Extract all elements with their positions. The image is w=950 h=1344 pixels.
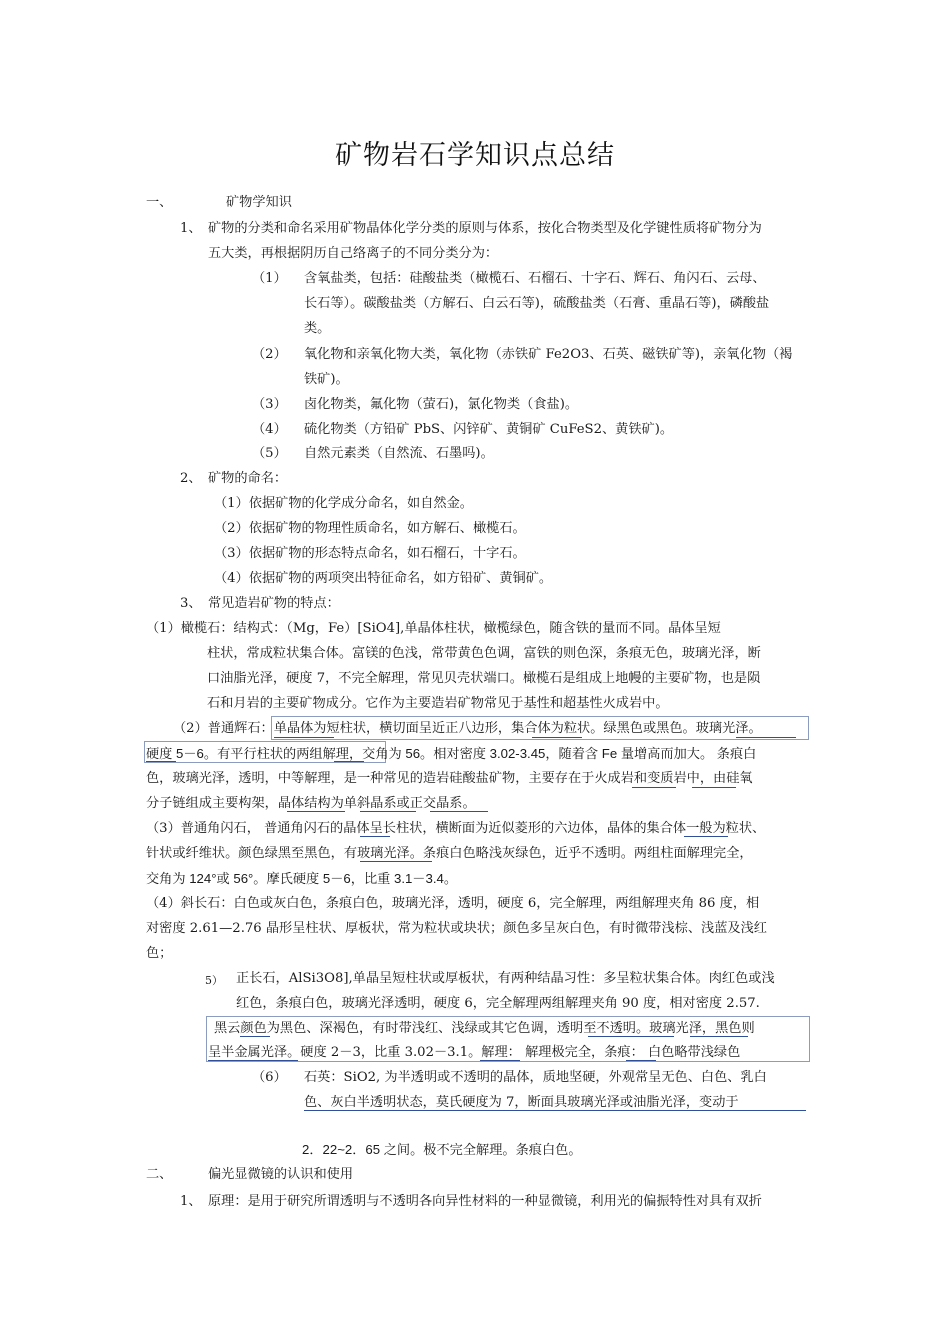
item-number: 5） (205, 974, 223, 987)
sub-item-line: 氧化物和亲氧化物大类，氧化物（赤铁矿 Fe2O3、石英、磁铁矿等)，亲氧化物（褐 (304, 347, 793, 362)
item-number: 1、 (180, 1194, 202, 1209)
pyroxene-line: （2）普通辉石：单晶体为短柱状，横切面呈近正八边形，集合体为粒状。绿黑色或黑色。玻璃光泽。 (173, 721, 762, 736)
underline-mark (690, 1036, 748, 1037)
underline-mark (532, 737, 582, 738)
underline-mark (582, 1110, 668, 1111)
sub-item-number: （2） (252, 347, 287, 362)
item-number: 3、 (180, 596, 202, 611)
sub-item-line: 铁矿)。 (304, 372, 349, 387)
item-title: 矿物的命名： (208, 471, 288, 486)
paragraph-line: 五大类，再根据阴历自己络离子的不同分类分为： (208, 246, 499, 261)
section-title: 偏光显微镜的认识和使用 (208, 1167, 354, 1182)
section-title: 矿物学知识 (226, 195, 292, 210)
amphibole-line: 交角为 124°或 56°。摩氏硬度 5－6，比重 3.1－3.4。 (146, 871, 458, 886)
biotite-line: 呈半金属光泽。硬度 2－3，比重 3.02－3.1。解理： 解理极完全，条痕： 白色略带浅绿色 (208, 1045, 741, 1060)
underline-mark (456, 1110, 522, 1111)
orthoclase-line: 正长石，AlSi3O8],单晶呈短柱状或厚板状，有两种结晶习性：多呈粒状集合体。肉红色或浅 (236, 971, 775, 986)
plagioclase-line: 对密度 2.61—2.76 晶形呈柱状、厚板状，常为粒状或块状；颜色多呈灰白色，有时微带浅棕、浅蓝及浅红 (146, 921, 767, 936)
biotite-line: 黑云颜色为黑色、深褐色，有时带浅红、浅绿或其它色调，透明至不透明。玻璃光泽，黑色则 (214, 1021, 755, 1036)
sub-item-line: 卤化物类，氟化物（萤石)，氯化物类（食盐)。 (304, 397, 579, 412)
paragraph-line: 原理：是用于研究所谓透明与不透明各向异性材料的一种显微镜，利用光的偏振特性对具有双折 (208, 1194, 762, 1209)
plagioclase-line: （4）斜长石：白色或灰白色，条痕白色，玻璃光泽，透明，硬度 6，完全解理，两组解理夹角 86 度，相 (146, 896, 760, 911)
amphibole-line: 针状或纤维状。颜色绿黑至黑色，有玻璃光泽。条痕白色略浅灰绿色，近乎不透明。两组柱面解理完全， (146, 846, 753, 861)
underline-mark (274, 737, 334, 738)
underline-mark (632, 787, 676, 788)
amphibole-line: （3）普通角闪石， 普通角闪石的晶体呈长柱状，横断面为近似菱形的六边体，晶体的集合体一般为粒状、 (146, 821, 766, 836)
sub-item-number: （1） (252, 271, 287, 286)
quartz-line: 2．22~2．65 之间。极不完全解理。条痕白色。 (302, 1142, 582, 1157)
naming-rule: （3）依据矿物的形态特点命名，如石榴石，十字石。 (214, 546, 526, 561)
underline-mark (588, 1036, 674, 1037)
pyroxene-line: 分子链组成主要构架，晶体结构为单斜晶系或正交晶系。 (146, 796, 476, 811)
item-number: 1、 (180, 221, 202, 236)
item-number: （6） (252, 1070, 287, 1085)
section-number: 二、 (146, 1167, 173, 1182)
olivine-line: 石和月岩的主要矿物成分。它作为主要造岩矿物常见于基性和超基性火成岩中。 (207, 696, 669, 711)
item-number: 2、 (180, 471, 202, 486)
underline-mark (287, 811, 345, 812)
quartz-line: 石英：SiO2, 为半透明或不透明的晶体，质地坚硬，外观常呈无色、白色、乳白 (304, 1070, 767, 1085)
olivine-line: 口油脂光泽，硬度 7，不完全解理，常见贝壳状端口。橄榄石是组成上地幔的主要矿物，也是陨 (207, 671, 761, 686)
naming-rule: （2）依据矿物的物理性质命名，如方解石、橄榄石。 (214, 521, 526, 536)
paragraph-line: 矿物的分类和命名采用矿物晶体化学分类的原则与体系，按化合物类型及化学键性质将矿物分为 (208, 221, 762, 236)
underline-mark (334, 761, 364, 762)
naming-rule: （4）依据矿物的两项突出特征命名，如方铅矿、黄铜矿。 (214, 571, 553, 586)
sub-item-line: 硫化物类（方铅矿 PbS、闪锌矿、黄铜矿 CuFeS2、黄铁矿)。 (304, 422, 674, 437)
underline-mark (146, 761, 176, 762)
underline-mark (360, 811, 416, 812)
underline-mark (240, 1036, 270, 1037)
item-title: 常见造岩矿物的特点： (208, 596, 340, 611)
underline-mark (360, 836, 390, 837)
sub-item-line: 含氧盐类，包括：硅酸盐类（橄榄石、石榴石、十字石、辉石、角闪石、云母、 (304, 271, 766, 286)
underline-mark (360, 861, 432, 862)
section-number: 一、 (146, 195, 173, 210)
quartz-line: 色、灰白半透明状态，莫氏硬度为 7，断面具玻璃光泽或油脂光泽，变动于 (304, 1095, 739, 1110)
underline-mark (626, 1060, 656, 1061)
naming-rule: （1）依据矿物的化学成分命名，如自然金。 (214, 496, 473, 511)
sub-item-line: 类。 (304, 321, 331, 336)
underline-mark (736, 737, 796, 738)
plagioclase-line: 色； (146, 946, 173, 961)
sub-item-line: 长石等）。碳酸盐类（方解石、白云石等)，硫酸盐类（石膏、重晶石等)，磷酸盐 (304, 296, 770, 311)
sub-item-number: （3） (252, 397, 287, 412)
underline-mark (208, 1060, 298, 1061)
pyroxene-line: 色，玻璃光泽，透明，中等解理，是一种常见的造岩硅酸盐矿物，主要存在于火成岩和变质岩中，由硅氧 (146, 771, 753, 786)
page-title: 矿物岩石学知识点总结 (335, 140, 615, 171)
underline-mark (304, 1110, 806, 1111)
underline-mark (684, 836, 728, 837)
underline-mark (692, 787, 736, 788)
underline-mark (430, 811, 488, 812)
sub-item-number: （5） (252, 446, 287, 461)
olivine-line: （1）橄榄石：结构式：（Mg，Fe）[SiO4],单晶体柱状，橄榄绿色，随含铁的量而不同。晶体呈短 (146, 621, 721, 636)
olivine-line: 柱状，常成粒状集合体。富镁的色浅，常带黄色色调，富铁的则色深，条痕无色，玻璃光泽，断 (207, 646, 761, 661)
pyroxene-line: 硬度 5－6。有平行柱状的两组解理，交角为 56。相对密度 3.02-3.45，随着含 Fe 量增高而加大。 条痕白 (146, 746, 757, 761)
orthoclase-line: 红色，条痕白色，玻璃光泽透明，硬度 6，完全解理两组解理夹角 90 度，相对密度 2.57. (236, 996, 760, 1011)
sub-item-line: 自然元素类（自然流、石墨吗)。 (304, 446, 494, 461)
underline-mark (480, 1060, 520, 1061)
sub-item-number: （4） (252, 422, 287, 437)
